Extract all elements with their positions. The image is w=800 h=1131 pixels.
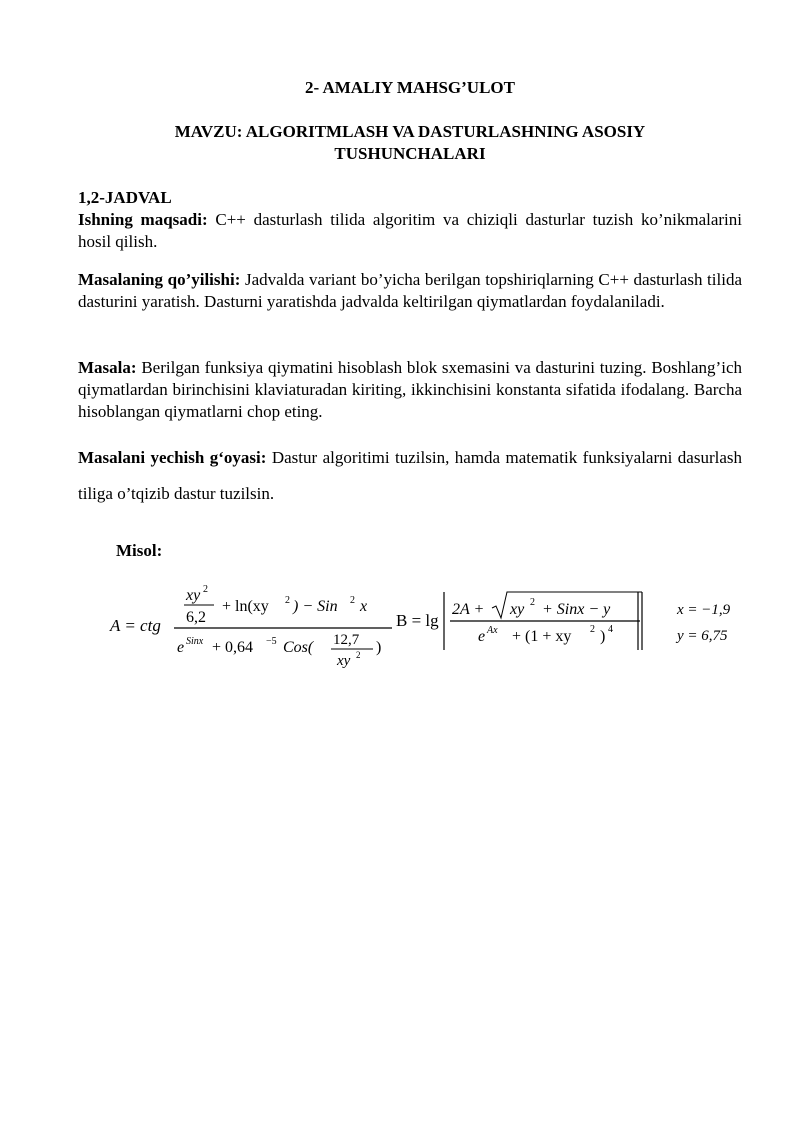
a-frac-top-exp: 2 [203, 584, 208, 595]
goal-label: Ishning maqsadi: [78, 210, 208, 229]
b-sqrt-body: xy [510, 601, 525, 618]
b-den-close-exp: 4 [608, 624, 613, 635]
goal-paragraph [78, 209, 742, 253]
problem-text: Berilgan funksiya qiymatini hisoblash blok sxemasini va dasturini tuzing. Boshlang’ich qiymatlardan birinchisini klaviaturadan kiriting, ikkinchisini konstanta sifatida ifodalang. Barcha hisoblangan qiymatlarni chop eting. [78, 358, 742, 421]
subject-line-1: MAVZU: ALGORITMLASH VA DASTURLASHNING ASOSIY [174, 122, 646, 141]
a-den-frac-bottom-exp: 2 [356, 650, 361, 660]
y-value: y = 6,75 [677, 628, 728, 644]
a-den-mid-exp: −5 [266, 636, 277, 647]
b-den-close: ) [600, 628, 606, 645]
a-num-rest2-exp: 2 [350, 595, 355, 606]
idea-paragraph [78, 440, 742, 512]
b-den-e: e [478, 628, 486, 645]
a-num-rest2: ) − Sin [293, 598, 338, 615]
task-text: Jadvalda variant bo’yicha berilgan topshiriqlarning C++ dasturlash tilida dasturini yaratish. Dasturni yaratishda jadvalda keltirilgan qiymatlardan foydalaniladi. [78, 270, 742, 311]
a-den-cos: Cos( [283, 639, 314, 656]
a-num-rest3: x [360, 598, 368, 615]
problem-label: Masala: [78, 358, 137, 377]
b-sqrt-exp: 2 [530, 597, 535, 608]
document-subject [78, 121, 742, 165]
x-value: x = −1,9 [677, 602, 731, 618]
b-sqrt-rest: + Sinx − y [542, 601, 611, 618]
a-frac-top: xy [186, 587, 201, 604]
a-den-mid: + 0,64 [212, 639, 254, 656]
idea-text: Dastur algoritimi tuzilsin, hamda matematik funksiyalarni dasurlash tiliga o’tqizib dastur tuzilsin. [78, 448, 742, 503]
b-den-rest: + (1 + xy [512, 628, 572, 645]
a-frac-bottom: 6,2 [186, 609, 206, 626]
b-den-e-exp: Ax [487, 625, 498, 636]
idea-label: Masalani yechish g‘oyasi: [78, 448, 267, 467]
task-paragraph [78, 269, 742, 313]
a-num-rest-exp: 2 [285, 595, 290, 606]
b-den-rest-exp: 2 [590, 624, 595, 635]
a-den-frac-bottom: xy [337, 653, 351, 669]
problem-paragraph [78, 357, 742, 423]
goal-text: C++ dasturlash tilida algoritim va chiziqli dasturlar tuzish ko’nikmalarini hosil qilish. [78, 210, 743, 251]
table-reference: 1,2-JADVAL [78, 188, 172, 207]
example-label: Misol: [116, 541, 163, 560]
a-den-close: ) [376, 639, 382, 656]
a-den-e: e [177, 639, 185, 656]
formula-image [100, 578, 750, 670]
a-den-e-exp: Sinx [186, 636, 204, 647]
task-label: Masalaning qo’yilishi: [78, 270, 241, 289]
formula-a-lhs: A = ctg [110, 616, 161, 635]
a-den-frac-top: 12,7 [333, 632, 360, 648]
formula-b-lhs: B = lg [396, 611, 439, 630]
b-num-start: 2A + [452, 601, 485, 618]
a-num-rest: + ln(xy [222, 598, 269, 615]
document-title: 2- AMALIY MAHSG’ULOT [305, 78, 515, 97]
subject-line-2: TUSHUNCHALARI [334, 144, 486, 163]
